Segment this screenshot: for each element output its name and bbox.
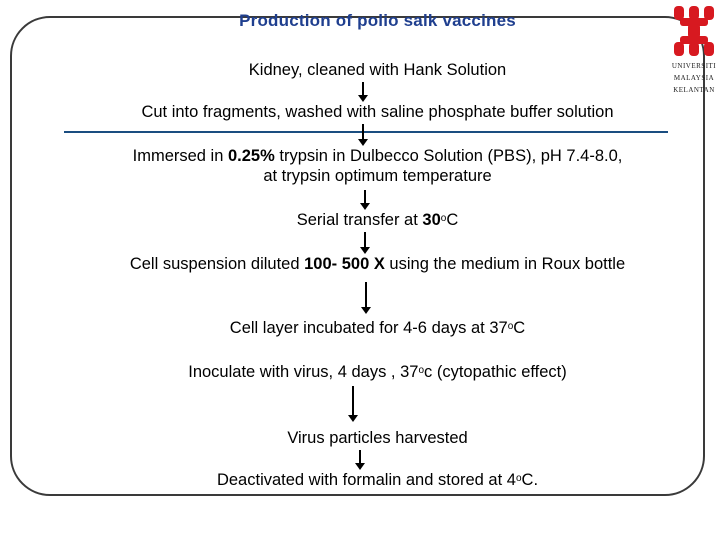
- slide-title: Production of polio salk vaccines: [239, 11, 516, 30]
- logo-text-line3: KELANTAN: [673, 86, 715, 94]
- step-cell-layer: Cell layer incubated for 4-6 days at 37$^o$C: [229, 319, 526, 337]
- step-deactivated: Deactivated with formalin and stored at 4$^o$C.: [216, 471, 539, 489]
- step-cut: Cut into fragments, washed with saline phosphate buffer solution: [141, 103, 614, 121]
- arrow-icon: [358, 82, 368, 102]
- logo-text-line1: UNIVERSITI: [671, 62, 717, 70]
- arrow-icon: [360, 232, 370, 254]
- step-harvested: Virus particles harvested: [287, 429, 468, 447]
- step-inoculate: Inoculate with virus, 4 days , 37$^o$c (cytopathic effect): [188, 363, 567, 381]
- logo-text-line2: MALAYSIA: [673, 74, 715, 82]
- step-serial-transfer: Serial transfer at 30$^o$C: [296, 211, 459, 229]
- step-immersed: Immersed in 0.25% trypsin in Dulbecco Solution (PBS), pH 7.4-8.0, at trypsin optimum temperature: [132, 147, 623, 185]
- arrow-icon: [361, 282, 371, 314]
- arrow-icon: [360, 190, 370, 210]
- arrow-icon: [358, 124, 368, 146]
- arrow-icon: [355, 450, 365, 470]
- step-cell-suspension: Cell suspension diluted 100- 500 X using the medium in Roux bottle: [129, 255, 626, 273]
- arrow-icon: [348, 386, 358, 422]
- step-kidney: Kidney, cleaned with Hank Solution: [248, 61, 507, 79]
